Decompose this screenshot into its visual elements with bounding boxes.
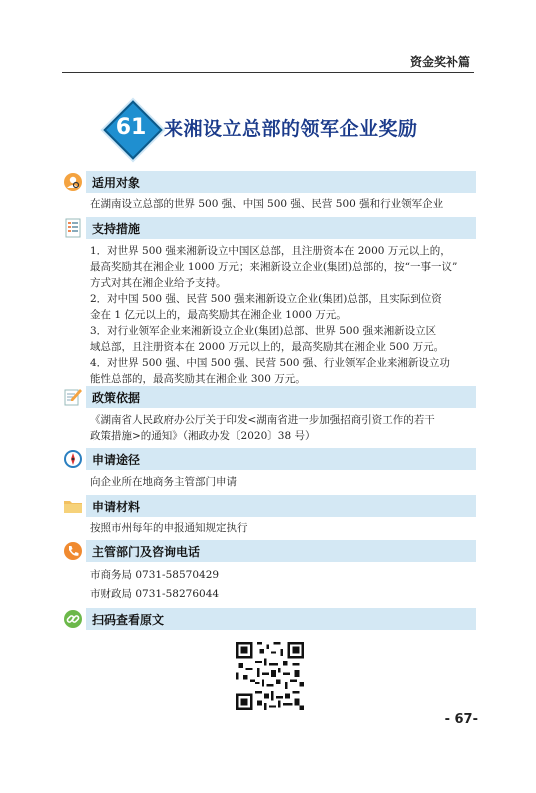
page-title: 来湘设立总部的领军企业奖励: [164, 118, 418, 140]
section-label: 政策依据: [92, 391, 141, 405]
person-search-icon: [60, 171, 86, 193]
title-block: [0, 104, 536, 154]
channel-body: 向企业所在地商务主管部门申请: [90, 476, 237, 488]
measures-line: 域总部，且注册资本在 2000 万元以上的，最高奖励其在湘企业 500 万元。: [90, 341, 445, 353]
section-basis: [60, 386, 476, 408]
basis-line: 《湖南省人民政府办公厅关于印发<湖南省进一步加强招商引资工作的若干: [90, 414, 435, 426]
section-measures: [60, 217, 476, 239]
section-label: 申请途径: [92, 453, 141, 467]
header-rule: [62, 72, 474, 73]
document-list-icon: [60, 217, 86, 239]
folder-icon: [60, 495, 86, 517]
number-badge: [107, 104, 155, 152]
measures-line: 最高奖励其在湘企业 1000 万元；来湘新设立企业(集团)总部的，按“一事一议”: [90, 261, 458, 273]
section-contact: [60, 540, 476, 562]
measures-line: 4．对世界 500 强、中国 500 强、民营 500 强、行业领军企业来湘新设立功: [90, 357, 450, 369]
page-number: - 67-: [444, 712, 478, 727]
measures-line: 2．对中国 500 强、民营 500 强来湘新设立企业(集团)总部，且实际到位资: [90, 293, 442, 305]
basis-line: 政策措施>的通知》（湘政办发〔2020〕38 号）: [90, 430, 316, 442]
measures-line: 能性总部的，最高奖励其在湘企业 300 万元。: [90, 373, 306, 385]
phone-icon: [60, 540, 86, 562]
section-label: 主管部门及咨询电话: [92, 545, 201, 559]
pencil-notes-icon: [60, 386, 86, 408]
compass-icon: [60, 448, 86, 470]
measures-line: 金在 1 亿元以上的，最高奖励其在湘企业 1000 万元。: [90, 309, 347, 321]
measures-line: 方式对其在湘企业给予支持。: [90, 277, 227, 289]
section-channel: [60, 448, 476, 470]
badge-number: 61: [115, 115, 147, 140]
qr-code: [236, 642, 304, 710]
applicable-body: 在湖南设立总部的世界 500 强、中国 500 强、民营 500 强和行业领军企业: [90, 198, 444, 210]
section-label: 申请材料: [92, 500, 141, 514]
section-materials: [60, 495, 476, 517]
section-label: 支持措施: [92, 222, 141, 236]
section-applicable: [60, 171, 476, 193]
section-label: 扫码查看原文: [92, 613, 165, 627]
contact-line: 市商务局 0731-58570429: [90, 569, 220, 581]
header-section-title: 资金奖补篇: [409, 55, 470, 69]
section-scan: [60, 608, 476, 630]
materials-body: 按照市州每年的申报通知规定执行: [90, 522, 248, 534]
measures-line: 3．对行业领军企业来湘新设立企业(集团)总部、世界 500 强来湘新设立区: [90, 325, 437, 337]
measures-line: 1．对世界 500 强来湘新设立中国区总部，且注册资本在 2000 万元以上的，: [90, 245, 451, 257]
link-icon: [60, 608, 86, 630]
contact-line: 市财政局 0731-58276044: [90, 588, 220, 600]
section-label: 适用对象: [92, 176, 141, 190]
